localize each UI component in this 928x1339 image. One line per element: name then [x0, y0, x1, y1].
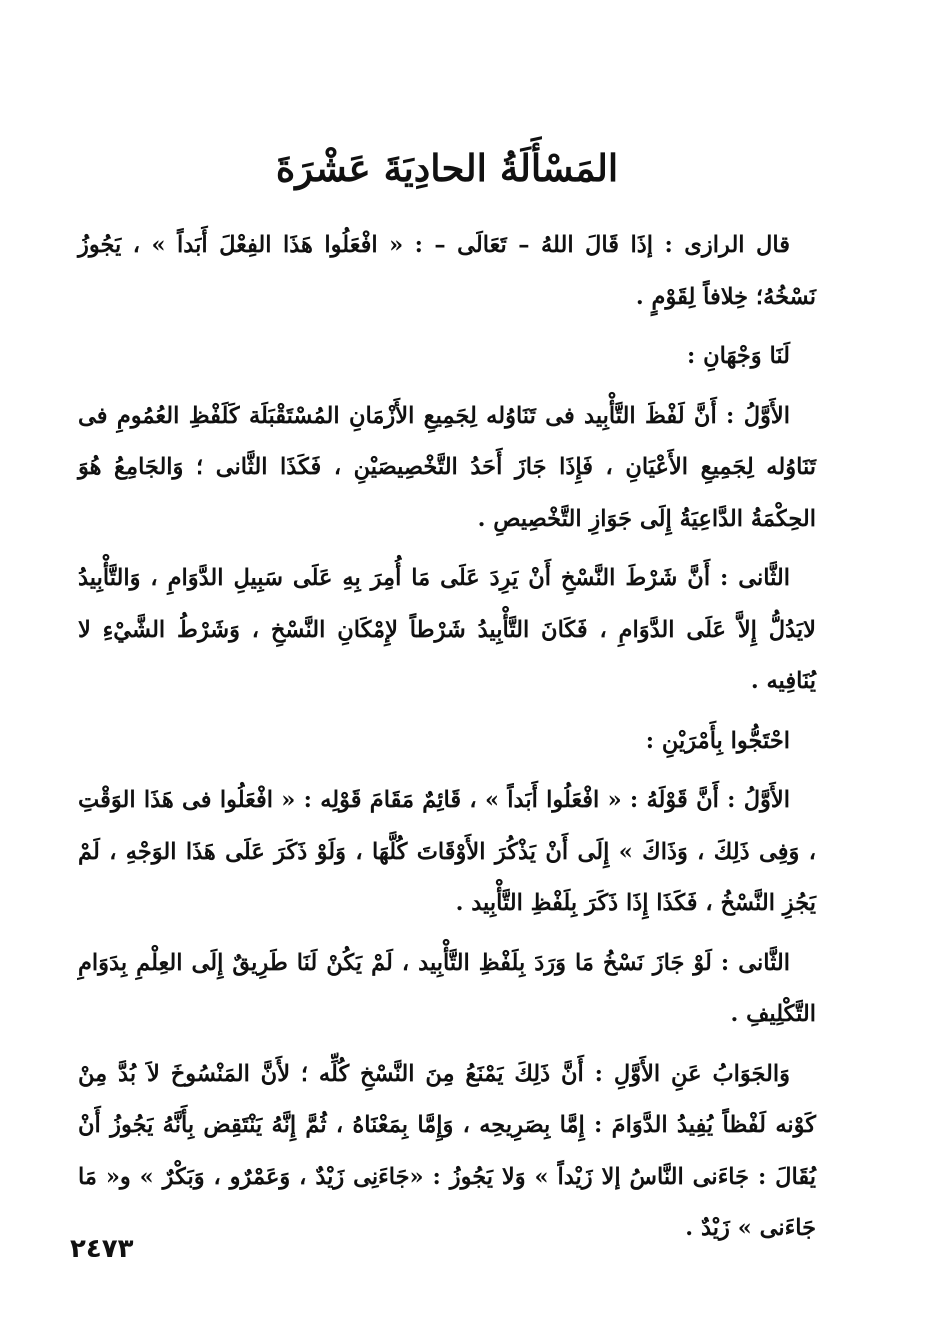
paragraph-objection-first: الأَوَّلُ : أَنَّ قَوْلَهُ : « افْعَلُوا أَبَداً » ، قَائِمٌ مَقَامَ قَوْلِه : « افْعَلُوا فى هَذَا الوَقْتِ ، وَفِى ذَلِكَ ، وَذَاكَ » إِلَى أَنْ يَذْكُرَ الأَوْقَاتَ كُلَّهَا ، وَلَوْ ذَكَرَ عَلَى هَذَا الوَجْهِ ، لَمْ يَجُزِ النَّسْخُ ، فَكَذَا إِذَا ذَكَرَ بِلَفْظِ التَّأْبِيد . [78, 787, 816, 916]
paragraph-two-reasons: لَنَا وَجْهَانِ : [687, 343, 790, 369]
page-content [78, 140, 816, 1263]
paragraph-objection-heading: احْتَجُّوا بِأَمْرَيْنِ : [645, 727, 790, 754]
paragraph-answer: وَالجَوَابُ عَنِ الأَوَّلِ : أَنَّ ذَلِكَ يَمْنَعُ مِنَ النَّسْخِ كُلِّه ؛ لأَنَّ المَنْسُوخَ لاَ بُدَّ مِنْ كَوْنه لَفْظاً يُفِيدُ الدَّوَامَ : إِمَّا بِصَرِيحِه ، وَإِمَّا بِمَعْنَاهُ ، ثُمَّ إِنَّهُ يَنْتَقِض بِأَنَّهُ يَجُوزُ أَنْ يُقَالَ : جَاءَنى النَّاسُ إلا زَيْداً » وَلا يَجُوزُ : «جَاءَنِى زَيْدٌ ، وَعَمْرٌو ، وَبَكْرٌ » و« مَا جَاءَنى » زَيْدٌ . [78, 1060, 816, 1241]
page-title: المَسْأَلَةُ الحادِيَةَ عَشْرَةَ [275, 146, 619, 190]
page-number: ٢٤٧٣ [70, 1234, 134, 1264]
paragraph-first-reason: الأَوَّلُ : أَنَّ لَفْظَ التَّأْبِيد فى تَنَاوُله لِجَمِيعِ الأَزْمَانِ المُسْتَقْبَلَة كَلَفْظِ العُمُومِ فى تَنَاوُله لِجَمِيعِ الأَعْيَانِ ، فَإِذَا جَازَ أَحَدُ التَّخْصِيصَيْنِ ، فَكَذَا الثَّانى ؛ وَالجَامِعُ هُوَ الحِكْمَةُ الدَّاعِيَةُ إِلَى جَوَازِ التَّخْصِيصِ . [78, 402, 816, 532]
paragraph-objection-second: الثَّانى : لَوْ جَازَ نَسْخُ مَا وَرَدَ بِلَفْظِ التَّأْبِيد ، لَمْ يَكُنْ لَنَا طَرِيقٌ إِلَى العِلْمِ بِدَوَامِ التَّكْلِيفِ . [78, 949, 816, 1027]
paragraph-second-reason: الثَّانى : أَنَّ شَرْطَ النَّسْخِ أَنْ يَرِدَ عَلَى مَا أُمِرَ بِهِ عَلَى سَبِيلِ الدَّوَامِ ، وَالتَّأْبِيدُ لايَدُلُّ إِلاَّ عَلَى الدَّوَامِ ، فَكَانَ التَّأْبِيدُ شَرْطاً لإِمْكَانِ النَّسْخِ ، وَشَرْطُ الشَّيْءِ لا يُنَافِيه . [78, 565, 816, 694]
paragraph-intro: قال الرازى : إذَا قَالَ اللهُ – تَعَالَى – : « افْعَلُوا هَذَا الفِعْلَ أَبَداً » ، يَجُوزُ نَسْخُهُ؛ خِلافاً لِقَوْمٍ . [78, 232, 816, 310]
